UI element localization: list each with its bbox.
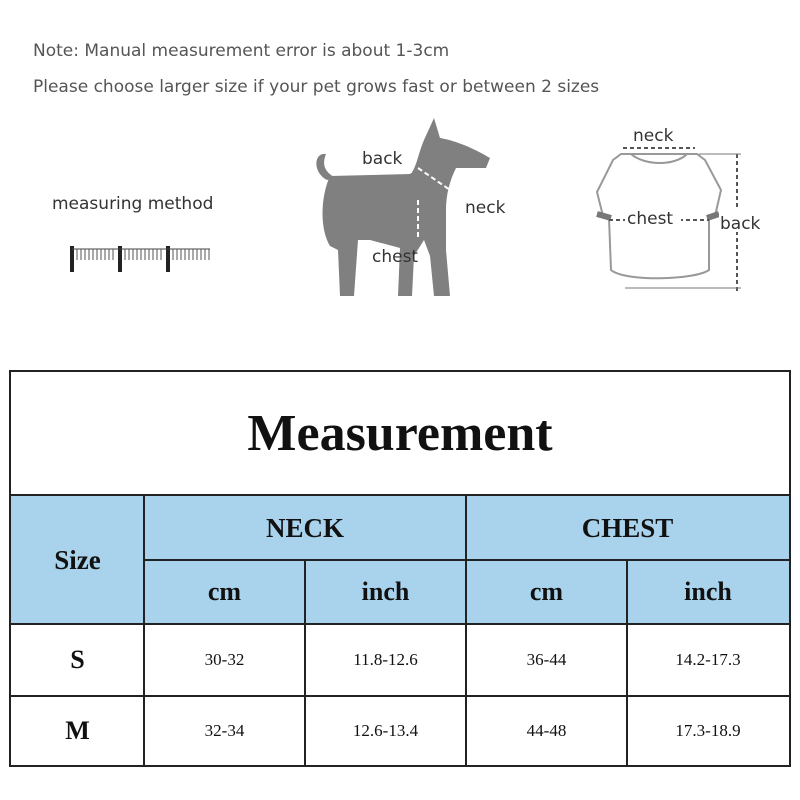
- chart-title: Measurement: [11, 372, 789, 496]
- shirt-chest-label: chest: [627, 209, 674, 229]
- neck-cm-header: cm: [144, 560, 305, 624]
- cell-m-chest-inch: 17.3-18.9: [675, 720, 741, 740]
- cell-s-neck-cm: 30-32: [204, 650, 245, 669]
- note-error: Note: Manual measurement error is about 1-3cm: [33, 41, 450, 61]
- chest-header: CHEST: [466, 496, 789, 560]
- neck-inch-header: inch: [305, 560, 466, 624]
- shirt-back-label: back: [720, 214, 761, 234]
- shirt-neck-label: neck: [633, 126, 674, 146]
- cell-s-chest-inch: 14.2-17.3: [675, 650, 741, 669]
- measuring-method-label: measuring method: [52, 194, 214, 214]
- cell-m-neck-inch: 12.6-13.4: [352, 720, 419, 740]
- grid-line: [465, 496, 467, 765]
- grid-line: [626, 560, 628, 765]
- dog-neck-label: neck: [465, 198, 506, 218]
- cell-s-chest-cm: 36-44: [526, 650, 567, 669]
- ruler-icon: [70, 242, 220, 276]
- dog-back-label: back: [362, 149, 403, 169]
- table-row-size-s: S: [70, 645, 85, 674]
- table-row-size-m: M: [65, 715, 90, 745]
- size-header: Size: [11, 496, 144, 624]
- dog-chest-label: chest: [372, 247, 419, 267]
- cell-s-neck-inch: 11.8-12.6: [353, 650, 418, 669]
- dog-silhouette-icon: [300, 110, 530, 305]
- grid-line: [304, 560, 306, 765]
- grid-line: [143, 496, 145, 765]
- chest-inch-header: inch: [627, 560, 789, 624]
- measurement-chart: [9, 370, 791, 767]
- cell-m-neck-cm: 32-34: [204, 720, 245, 740]
- note-size-advice: Please choose larger size if your pet grows fast or between 2 sizes: [33, 77, 600, 97]
- neck-header: NECK: [144, 496, 466, 560]
- pet-shirt-icon: [585, 120, 775, 300]
- size-table: [11, 496, 789, 765]
- cell-m-chest-cm: 44-48: [526, 720, 567, 740]
- grid-line: [11, 695, 789, 697]
- dog-body: [316, 118, 490, 296]
- grid-line: [11, 623, 789, 625]
- chest-cm-header: cm: [466, 560, 627, 624]
- grid-line: [143, 559, 789, 561]
